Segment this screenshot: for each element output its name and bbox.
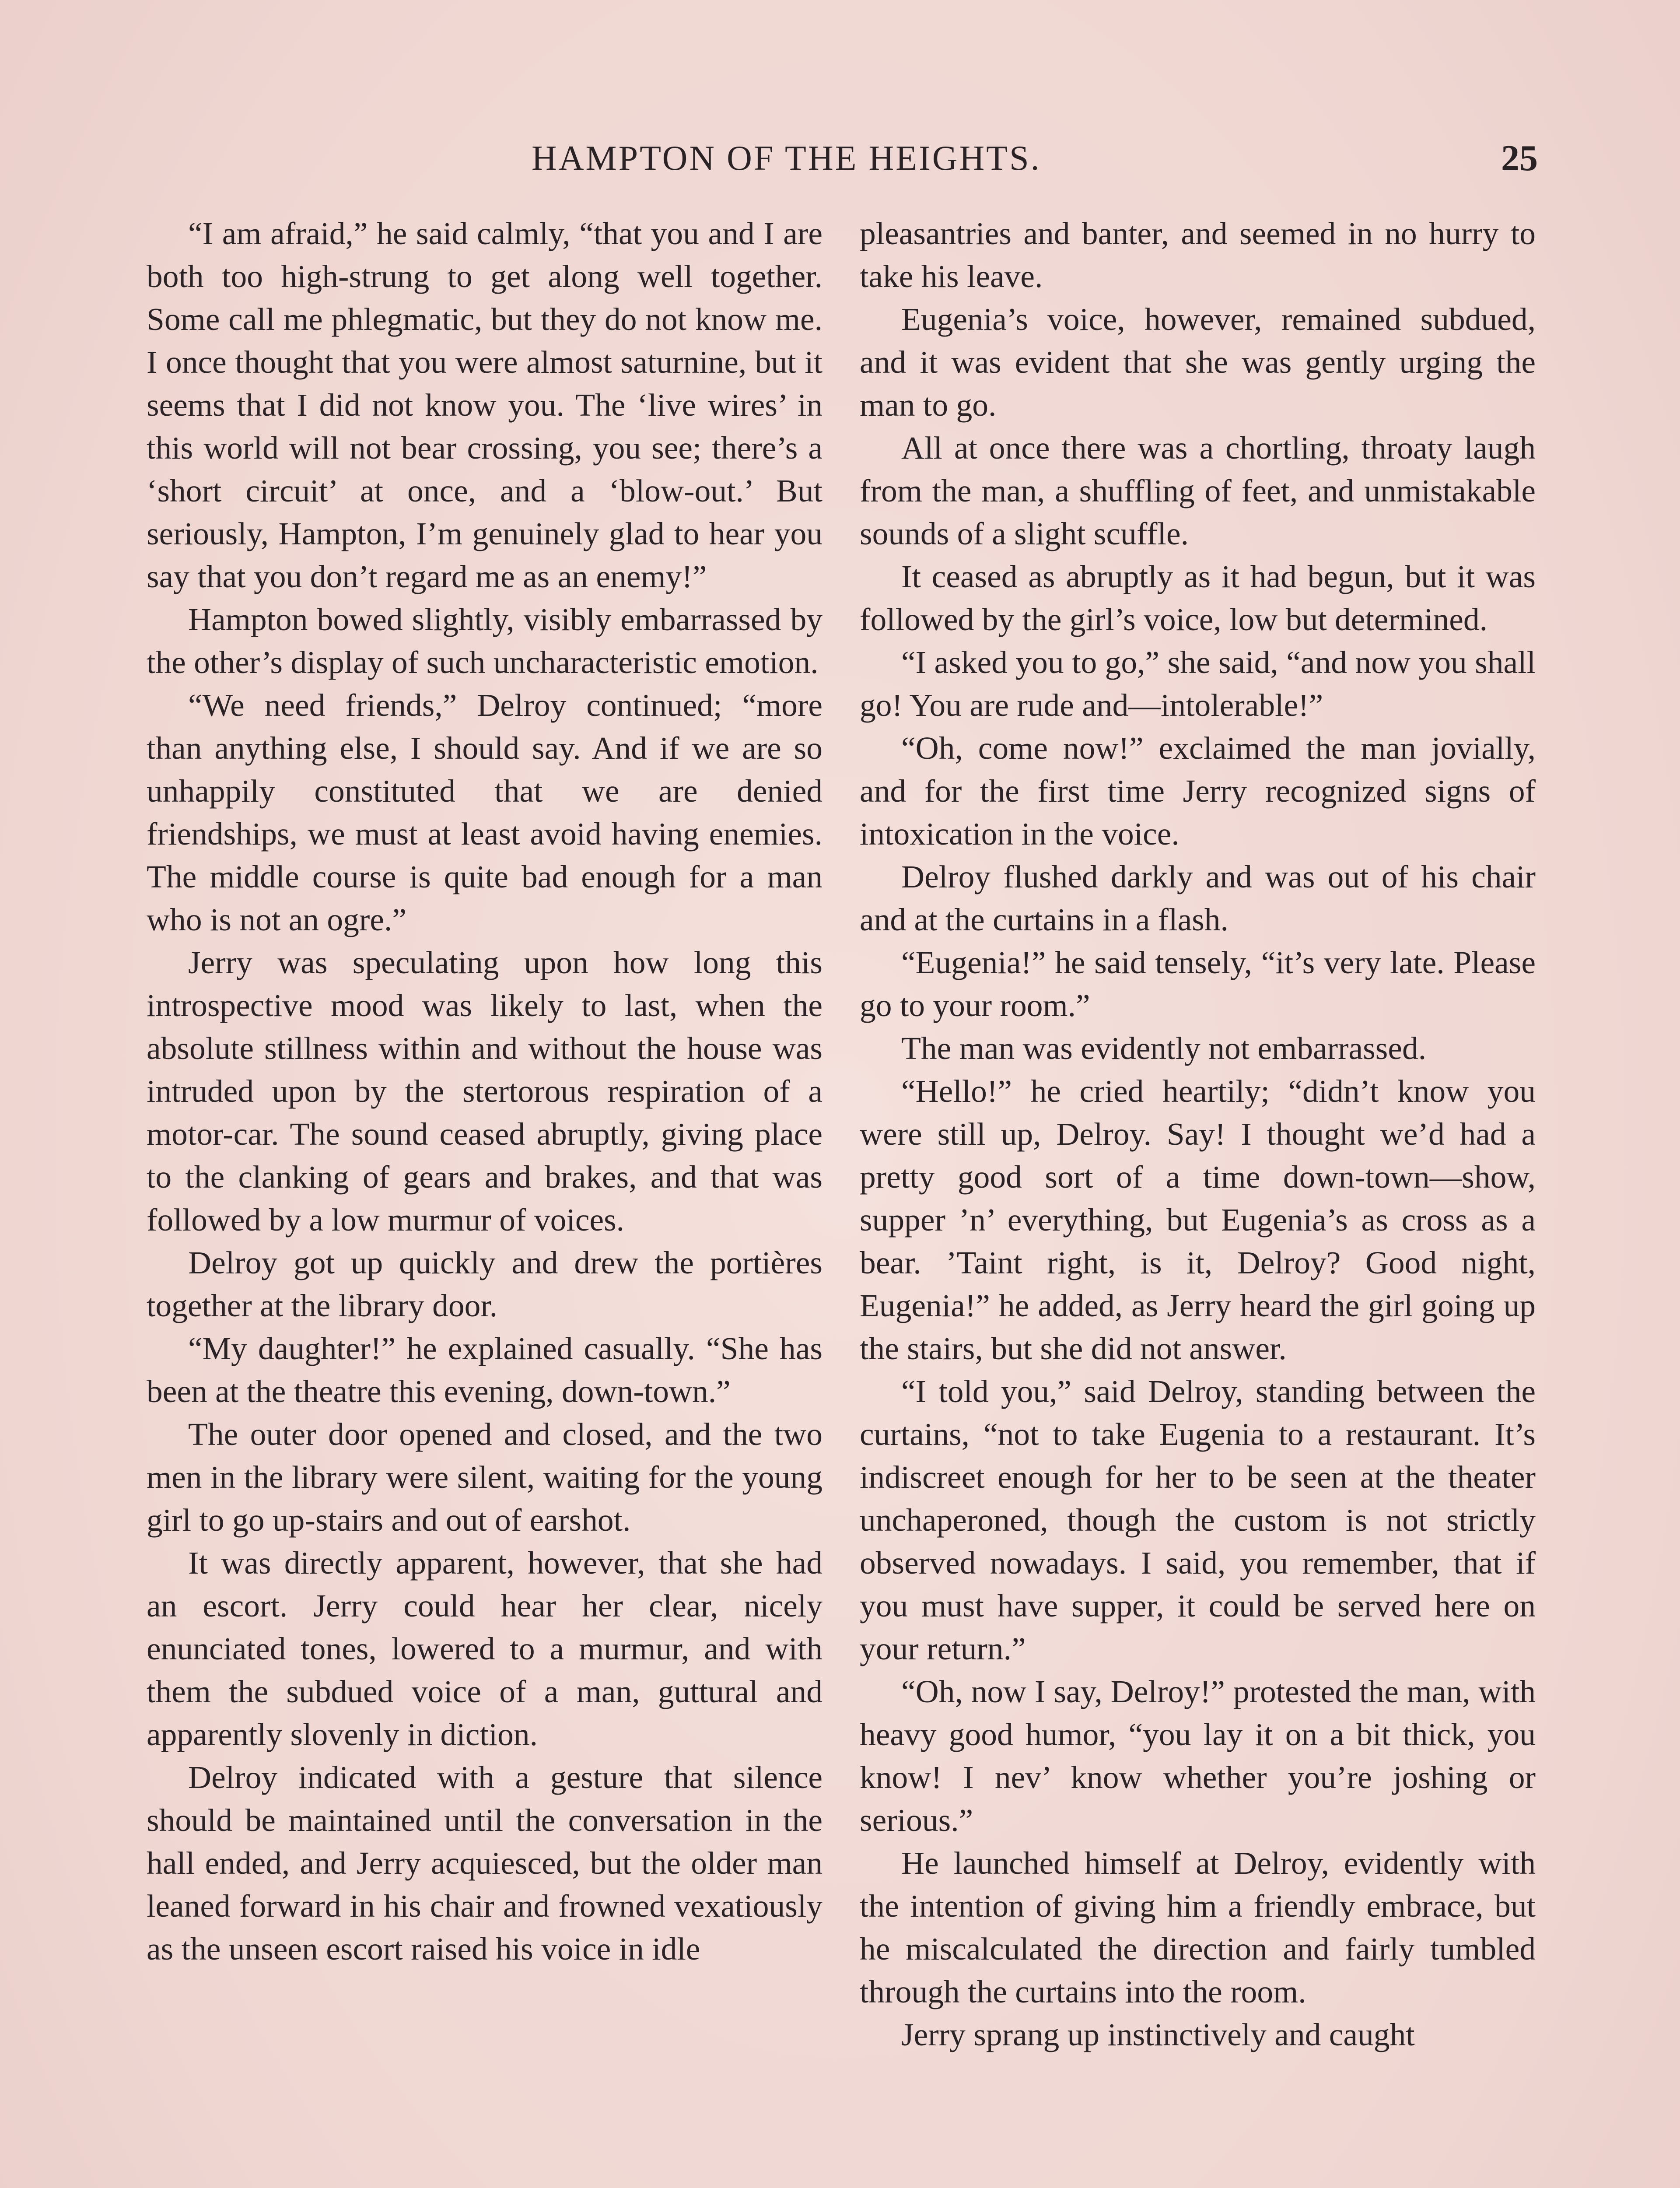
paragraph: The man was evidently not embarrassed.: [901, 1031, 1427, 1066]
paragraph: “Oh, come now!” exclaimed the man jovially, and for the first time Jerry recognized signs of intoxication in the voice.: [860, 730, 1536, 852]
page-header: [147, 137, 1538, 180]
paragraph: Delroy got up quickly and drew the portières together at the library door.: [147, 1245, 822, 1323]
paragraph: “Oh, now I say, Delroy!” protested the man, with heavy good humor, “you lay it on a bit thick, you know! I nev’ know whether you’re joshing or serious.”: [860, 1674, 1536, 1838]
paragraph: “Hello!” he cried heartily; “didn’t know you were still up, Delroy. Say! I thought we’d had a pretty good sort of a time down-town—show, supper ’n’ everything, but Eugenia’s as cross as a bear. ’Taint right, is it, Delroy? Good night, Eugenia!” he added, as Jerry heard the girl going up the stairs, but she did not answer.: [860, 1073, 1536, 1366]
paragraph: Jerry was speculating upon how long this introspective mood was likely to last, when the absolute stillness within and without the house was intruded upon by the stertorous respiration of a motor-car. The sound ceased abruptly, giving place to the clanking of gears and brakes, and that was followed by a low murmur of voices.: [147, 945, 822, 1238]
paragraph-continuation: pleasantries and banter, and seemed in no hurry to take his leave.: [860, 216, 1536, 294]
paragraph: Jerry sprang up instinctively and caught: [901, 2017, 1415, 2052]
paragraph: Eugenia’s voice, however, remained subdued, and it was evident that she was gently urging the man to go.: [860, 302, 1536, 423]
paragraph: It was directly apparent, however, that she had an escort. Jerry could hear her clear, nicely enunciated tones, lowered to a murmur, and with them the subdued voice of a man, guttural and apparently slovenly in diction.: [147, 1545, 822, 1752]
paragraph: Hampton bowed slightly, visibly embarrassed by the other’s display of such uncharacteristic emotion.: [147, 602, 822, 680]
left-column: [147, 212, 822, 1971]
paragraph: “Eugenia!” he said tensely, “it’s very late. Please go to your room.”: [860, 945, 1536, 1023]
paragraph: “I am afraid,” he said calmly, “that you and I are both too high-strung to get along well together. Some call me phlegmatic, but they do not know me. I once thought that you were almost saturnine, but it seems that I did not know you. The ‘live wires’ in this world will not bear crossing, you see; there’s a ‘short circuit’ at once, and a ‘blow-out.’ But seriously, Hampton, I’m genuinely glad to hear you say that you don’t regard me as an enemy!”: [147, 216, 822, 594]
paragraph: “We need friends,” Delroy continued; “more than anything else, I should say. And if we are so unhappily constituted that we are denied friendships, we must at least avoid having enemies. The middle course is quite bad enough for a man who is not an ogre.”: [147, 687, 822, 937]
paragraph: All at once there was a chortling, throaty laugh from the man, a shuffling of feet, and unmistakable sounds of a slight scuffle.: [860, 430, 1536, 551]
running-title: HAMPTON OF THE HEIGHTS.: [532, 139, 1041, 178]
right-column: [860, 212, 1536, 2056]
paragraph: “I told you,” said Delroy, standing between the curtains, “not to take Eugenia to a restaurant. It’s indiscreet enough for her to be seen at the theater unchaperoned, though the custom is not strictly observed nowadays. I said, you remember, that if you must have supper, it could be served here on your return.”: [860, 1374, 1536, 1666]
paragraph: “I asked you to go,” she said, “and now you shall go! You are rude and—intolerable!”: [860, 645, 1536, 723]
paragraph: The outer door opened and closed, and the two men in the library were silent, waiting for the young girl to go up-stairs and out of earshot.: [147, 1417, 822, 1538]
paragraph: Delroy flushed darkly and was out of his chair and at the curtains in a flash.: [860, 859, 1536, 937]
paragraph: It ceased as abruptly as it had begun, but it was followed by the girl’s voice, low but determined.: [860, 559, 1536, 637]
page-number: 25: [1501, 138, 1538, 179]
paragraph: He launched himself at Delroy, evidently with the intention of giving him a friendly embrace, but he miscalculated the direction and fairly tumbled through the curtains into the room.: [860, 1845, 1536, 2009]
paragraph: Delroy indicated with a gesture that silence should be maintained until the conversation in the hall ended, and Jerry acquiesced, but the older man leaned forward in his chair and frowned vexatiously as the unseen escort raised his voice in idle: [147, 1760, 822, 1967]
paragraph: “My daughter!” he explained casually. “She has been at the theatre this evening, down-town.”: [147, 1331, 822, 1409]
